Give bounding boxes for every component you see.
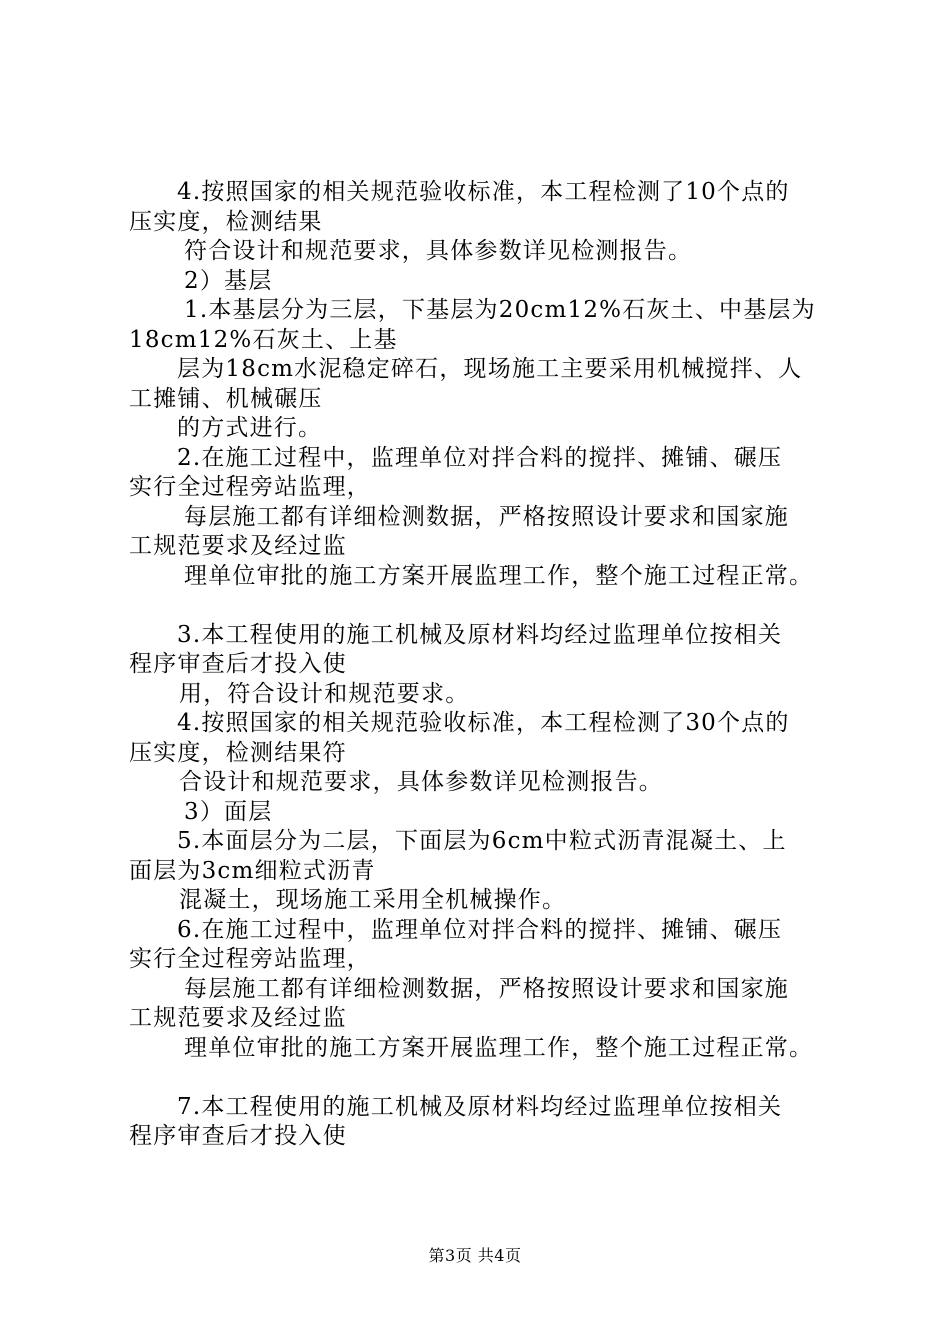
text-line: 程序审查后才投入使 bbox=[129, 1123, 347, 1149]
text-line: 工摊铺、机械碾压 bbox=[129, 385, 323, 412]
text-line: 合设计和规范要求，具体参数详见检测报告。 bbox=[179, 769, 663, 795]
text-line: 用，符合设计和规范要求。 bbox=[179, 680, 470, 707]
text-line: 程序审查后才投入使 bbox=[129, 651, 347, 677]
text-line: 压实度，检测结果符 bbox=[129, 739, 347, 766]
text-line: 2.在施工过程中，监理单位对拌合料的搅拌、摊铺、碾压 bbox=[177, 444, 783, 471]
text-line: 的方式进行。 bbox=[177, 415, 323, 441]
text-line: 理单位审批的施工方案开展监理工作，整个施工过程正常。 bbox=[184, 562, 814, 589]
text-line: 面层为3cm细粒式沥青 bbox=[129, 857, 376, 884]
section-heading: 3）面层 bbox=[184, 798, 273, 825]
text-line: 4.按照国家的相关规范验收标准，本工程检测了10个点的 bbox=[177, 179, 790, 205]
text-line: 每层施工都有详细检测数据，严格按照设计要求和国家施 bbox=[184, 503, 789, 530]
text-line: 5.本面层分为二层，下面层为6cm中粒式沥青混凝土、上 bbox=[177, 828, 787, 854]
text-line: 符合设计和规范要求，具体参数详见检测报告。 bbox=[184, 238, 693, 264]
paragraph-gap bbox=[0, 1063, 950, 1093]
document-body bbox=[0, 178, 950, 1152]
text-line: 压实度，检测结果 bbox=[129, 208, 323, 235]
paragraph-gap bbox=[0, 591, 950, 621]
text-line: 混凝土，现场施工采用全机械操作。 bbox=[179, 887, 567, 913]
text-line: 1.本基层分为三层，下基层为20cm12%石灰土、中基层为 bbox=[184, 297, 816, 323]
text-line: 工规范要求及经过监 bbox=[129, 533, 347, 559]
section-heading: 2）基层 bbox=[184, 267, 273, 294]
text-line: 工规范要求及经过监 bbox=[129, 1005, 347, 1031]
text-line: 理单位审批的施工方案开展监理工作，整个施工过程正常。 bbox=[184, 1034, 814, 1061]
text-line: 每层施工都有详细检测数据，严格按照设计要求和国家施 bbox=[184, 975, 789, 1002]
text-line: 4.按照国家的相关规范验收标准，本工程检测了30个点的 bbox=[177, 710, 790, 736]
text-line: 6.在施工过程中，监理单位对拌合料的搅拌、摊铺、碾压 bbox=[177, 916, 783, 943]
text-line: 实行全过程旁站监理， bbox=[129, 474, 371, 500]
text-line: 7.本工程使用的施工机械及原材料均经过监理单位按相关 bbox=[177, 1093, 783, 1120]
text-line: 实行全过程旁站监理， bbox=[129, 946, 371, 972]
text-line: 层为18cm水泥稳定碎石，现场施工主要采用机械搅拌、人 bbox=[177, 356, 803, 382]
text-line: 3.本工程使用的施工机械及原材料均经过监理单位按相关 bbox=[177, 621, 783, 648]
text-line: 18cm12%石灰土、上基 bbox=[129, 326, 398, 353]
page-number-footer: 第3页 共4页 bbox=[428, 1246, 522, 1265]
